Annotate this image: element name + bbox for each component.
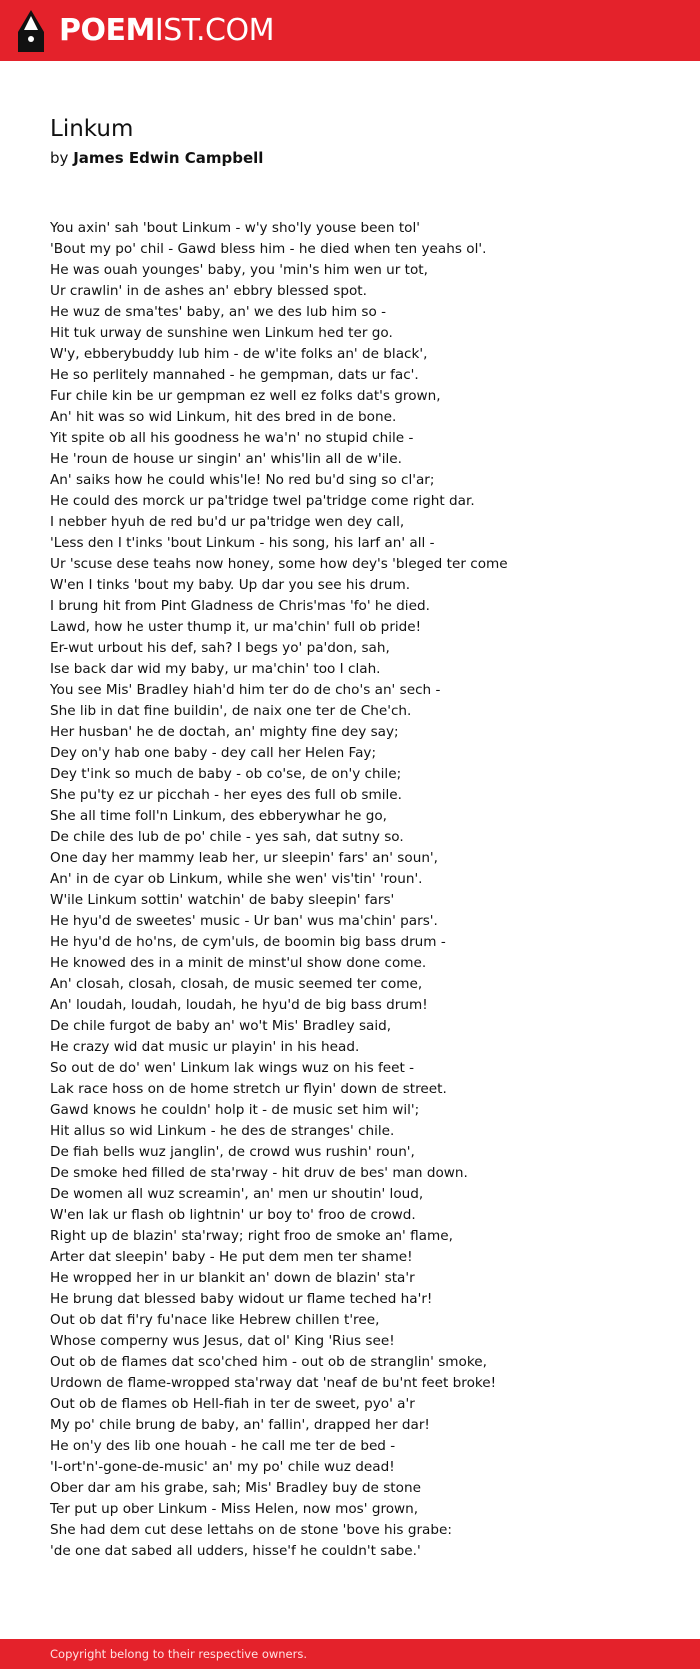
poem-header (50, 114, 670, 168)
poem-line: Dey t'ink so much de baby - ob co'se, de on'y chile; (50, 766, 402, 782)
poem-line: De smoke hed filled de sta'rway - hit druv de bes' man down. (50, 1165, 468, 1181)
copyright-text: Copyright belong to their respective owners. (50, 1647, 308, 1661)
poem-line: De fiah bells wuz janglin', de crowd wus rushin' roun', (50, 1144, 415, 1160)
poem-line: Yit spite ob all his goodness he wa'n' no stupid chile - (50, 430, 414, 446)
poem-line: My po' chile brung de baby, an' fallin', drapped her dar! (50, 1417, 430, 1433)
brand-light: IST.COM (154, 12, 274, 48)
poem-line: Lak race hoss on de home stretch ur flyin' down de street. (50, 1081, 447, 1097)
poem-line: One day her mammy leab her, ur sleepin' fars' an' soun', (50, 850, 438, 866)
poem-line: W'y, ebberybuddy lub him - de w'ite folks an' de black', (50, 346, 428, 362)
poem-line: 'de one dat sabed all udders, hisse'f he couldn't sabe.' (50, 1543, 421, 1559)
poem-line: Fur chile kin be ur gempman ez well ez folks dat's grown, (50, 388, 441, 404)
poem-line: Ise back dar wid my baby, ur ma'chin' too I clah. (50, 661, 381, 677)
poem-line: Ur crawlin' in de ashes an' ebbry blessed spot. (50, 283, 367, 299)
poem-line: De chile furgot de baby an' wo't Mis' Bradley said, (50, 1018, 392, 1034)
poem-line: Out ob de flames ob Hell-fiah in ter de sweet, pyo' a'r (50, 1396, 415, 1412)
poem-line: She pu'ty ez ur picchah - her eyes des full ob smile. (50, 787, 402, 803)
poem-line: W'ile Linkum sottin' watchin' de baby sleepin' fars' (50, 892, 395, 908)
poem-line: An' closah, closah, closah, de music seemed ter come, (50, 976, 423, 992)
poem-line: He wropped her in ur blankit an' down de blazin' sta'r (50, 1270, 415, 1286)
byline-prefix: by (50, 149, 69, 167)
poem-line: Ur 'scuse dese teahs now honey, some how dey's 'bleged ter come (50, 556, 508, 572)
poem-line: He brung dat blessed baby widout ur flame teched ha'r! (50, 1291, 433, 1307)
poem-line: Out ob dat fi'ry fu'nace like Hebrew chillen t'ree, (50, 1312, 380, 1328)
poem-line: Out ob de flames dat sco'ched him - out ob de stranglin' smoke, (50, 1354, 487, 1370)
poem-line: Ter put up ober Linkum - Miss Helen, now mos' grown, (50, 1501, 419, 1517)
poem-line: He on'y des lib one houah - he call me ter de bed - (50, 1438, 396, 1454)
poem-line: Arter dat sleepin' baby - He put dem men ter shame! (50, 1249, 413, 1265)
poem-line: He could des morck ur pa'tridge twel pa'tridge come right dar. (50, 493, 475, 509)
brand-bold: POEM (59, 12, 155, 48)
site-header (0, 0, 700, 61)
poem-line: Dey on'y hab one baby - dey call her Helen Fay; (50, 745, 377, 761)
poem-line: W'en I tinks 'bout my baby. Up dar you see his drum. (50, 577, 411, 593)
poem-line: Urdown de flame-wropped sta'rway dat 'neaf de bu'nt feet broke! (50, 1375, 497, 1391)
poem-line: She had dem cut dese lettahs on de stone 'bove his grabe: (50, 1522, 452, 1538)
poem-line: He knowed des in a minit de minst'ul show done come. (50, 955, 427, 971)
poem-line: He wuz de sma'tes' baby, an' we des lub him so - (50, 304, 387, 320)
poem-line: I nebber hyuh de red bu'd ur pa'tridge wen dey call, (50, 514, 405, 530)
poem-line: He crazy wid dat music ur playin' in his head. (50, 1039, 360, 1055)
poem-line: Right up de blazin' sta'rway; right froo de smoke an' flame, (50, 1228, 453, 1244)
poem-line: An' saiks how he could whis'le! No red bu'd sing so cl'ar; (50, 472, 435, 488)
poem-line: An' in de cyar ob Linkum, while she wen' vis'tin' 'roun'. (50, 871, 423, 887)
poem-line: An' hit was so wid Linkum, hit des bred in de bone. (50, 409, 397, 425)
poem-line: Gawd knows he couldn' holp it - de music set him wil'; (50, 1102, 420, 1118)
poem-line: 'Less den I t'inks 'bout Linkum - his song, his larf an' all - (50, 535, 435, 551)
poem-line: He so perlitely mannahed - he gempman, dats ur fac'. (50, 367, 419, 383)
poem-line: I brung hit from Pint Gladness de Chris'mas 'fo' he died. (50, 598, 430, 614)
poem-body (50, 218, 670, 1562)
poem-line: 'I-ort'n'-gone-de-music' an' my po' chile wuz dead! (50, 1459, 395, 1475)
poem-title: Linkum (50, 116, 134, 142)
poem-line: He was ouah younges' baby, you 'min's him wen ur tot, (50, 262, 428, 278)
site-footer (0, 1639, 700, 1669)
poem-line: An' loudah, loudah, loudah, he hyu'd de big bass drum! (50, 997, 428, 1013)
poem-line: Hit tuk urway de sunshine wen Linkum hed ter go. (50, 325, 393, 341)
poem-line: You axin' sah 'bout Linkum - w'y sho'ly youse been tol' (50, 220, 421, 236)
author-link[interactable]: James Edwin Campbell (73, 149, 264, 167)
poem-line: He hyu'd de ho'ns, de cym'uls, de boomin big bass drum - (50, 934, 446, 950)
poem-line: Ober dar am his grabe, sah; Mis' Bradley buy de stone (50, 1480, 421, 1496)
poem-line: She lib in dat fine buildin', de naix one ter de Che'ch. (50, 703, 412, 719)
poem-line: W'en lak ur flash ob lightnin' ur boy to' froo de crowd. (50, 1207, 416, 1223)
byline (50, 148, 670, 168)
poem-line: You see Mis' Bradley hiah'd him ter do de cho's an' sech - (50, 682, 441, 698)
poem-line: He 'roun de house ur singin' an' whis'lin all de w'ile. (50, 451, 402, 467)
site-logo-link[interactable] (59, 12, 274, 48)
poem-line: Whose comperny wus Jesus, dat ol' King 'Rius see! (50, 1333, 395, 1349)
poem-line: De chile des lub de po' chile - yes sah, dat sutny so. (50, 829, 404, 845)
poem-line: She all time foll'n Linkum, des ebberywhar he go, (50, 808, 387, 824)
poem-line: Er-wut urbout his def, sah? I begs yo' pa'don, sah, (50, 640, 390, 656)
poem-line: So out de do' wen' Linkum lak wings wuz on his feet - (50, 1060, 415, 1076)
poem-line: Her husban' he de doctah, an' mighty fine dey say; (50, 724, 399, 740)
pen-nib-icon[interactable] (18, 10, 44, 52)
poem-line: He hyu'd de sweetes' music - Ur ban' wus ma'chin' pars'. (50, 913, 438, 929)
poem-line: Hit allus so wid Linkum - he des de stranges' chile. (50, 1123, 395, 1139)
poem-line: Lawd, how he uster thump it, ur ma'chin' full ob pride! (50, 619, 422, 635)
poem-line: 'Bout my po' chil - Gawd bless him - he died when ten yeahs ol'. (50, 241, 487, 257)
poem-line: De women all wuz screamin', an' men ur shoutin' loud, (50, 1186, 424, 1202)
